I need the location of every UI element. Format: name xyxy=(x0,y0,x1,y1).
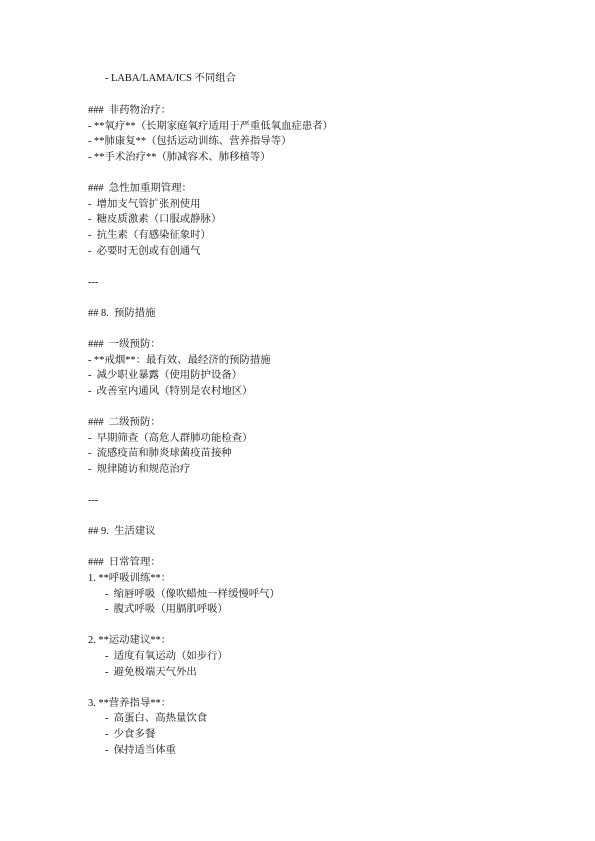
list-item-laba-combo: - LABA/LAMA/ICS 不同组合 xyxy=(105,73,237,84)
list-item-ventilation: - 必要时无创或有创通气 xyxy=(88,246,201,257)
list-item-oxygen-therapy: - **氧疗**（长期家庭氧疗适用于严重低氧血症患者） xyxy=(88,121,334,132)
list-item-corticosteroids: - 糖皮质激素（口服或静脉） xyxy=(88,214,222,225)
heading-acute-exacerbation: ### 急性加重期管理： xyxy=(88,183,192,194)
horizontal-rule: --- xyxy=(88,277,99,288)
list-item-ventilation-indoor: - 改善室内通风（特别是农村地区） xyxy=(88,386,253,397)
list-item-quit-smoking: - **戒烟**：最有效、最经济的预防措施 xyxy=(88,355,271,366)
horizontal-rule: --- xyxy=(88,495,99,506)
numbered-item-exercise: 2. **运动建议**： xyxy=(88,635,172,646)
list-item-avoid-weather: - 避免极端天气外出 xyxy=(105,667,197,678)
list-item-pulmonary-rehab: - **肺康复**（包括运动训练、营养指导等） xyxy=(88,136,292,147)
numbered-item-nutrition: 3. **营养指导**： xyxy=(88,698,172,709)
section-heading-prevention: ## 8. 预防措施 xyxy=(88,308,156,319)
section-heading-lifestyle: ## 9. 生活建议 xyxy=(88,526,156,537)
list-item-weight: - 保持适当体重 xyxy=(105,745,176,756)
list-item-high-protein: - 高蛋白、高热量饮食 xyxy=(105,713,208,724)
list-item-aerobic: - 适度有氧运动（如步行） xyxy=(105,651,228,662)
list-item-diaphragmatic: - 腹式呼吸（用膈肌呼吸） xyxy=(105,604,228,615)
list-item-follow-up: - 规律随访和规范治疗 xyxy=(88,464,191,475)
heading-non-drug-treatment: ### 非药物治疗： xyxy=(88,105,172,116)
heading-secondary-prevention: ### 二级预防： xyxy=(88,417,161,428)
list-item-bronchodilator: - 增加支气管扩张剂使用 xyxy=(88,199,201,210)
numbered-item-breathing: 1. **呼吸训练**： xyxy=(88,573,172,584)
list-item-pursed-lip: - 缩唇呼吸（像吹蜡烛一样缓慢呼气） xyxy=(105,589,280,600)
heading-primary-prevention: ### 一级预防： xyxy=(88,339,161,350)
list-item-screening: - 早期筛查（高危人群肺功能检查） xyxy=(88,433,253,444)
list-item-small-meals: - 少食多餐 xyxy=(105,729,156,740)
list-item-surgery: - **手术治疗**（肺减容术、肺移植等） xyxy=(88,152,271,163)
list-item-occupational: - 减少职业暴露（使用防护设备） xyxy=(88,370,243,381)
heading-daily-management: ### 日常管理： xyxy=(88,557,161,568)
list-item-vaccines: - 流感疫苗和肺炎球菌疫苗接种 xyxy=(88,448,232,459)
list-item-antibiotics: - 抗生素（有感染征象时） xyxy=(88,230,211,241)
